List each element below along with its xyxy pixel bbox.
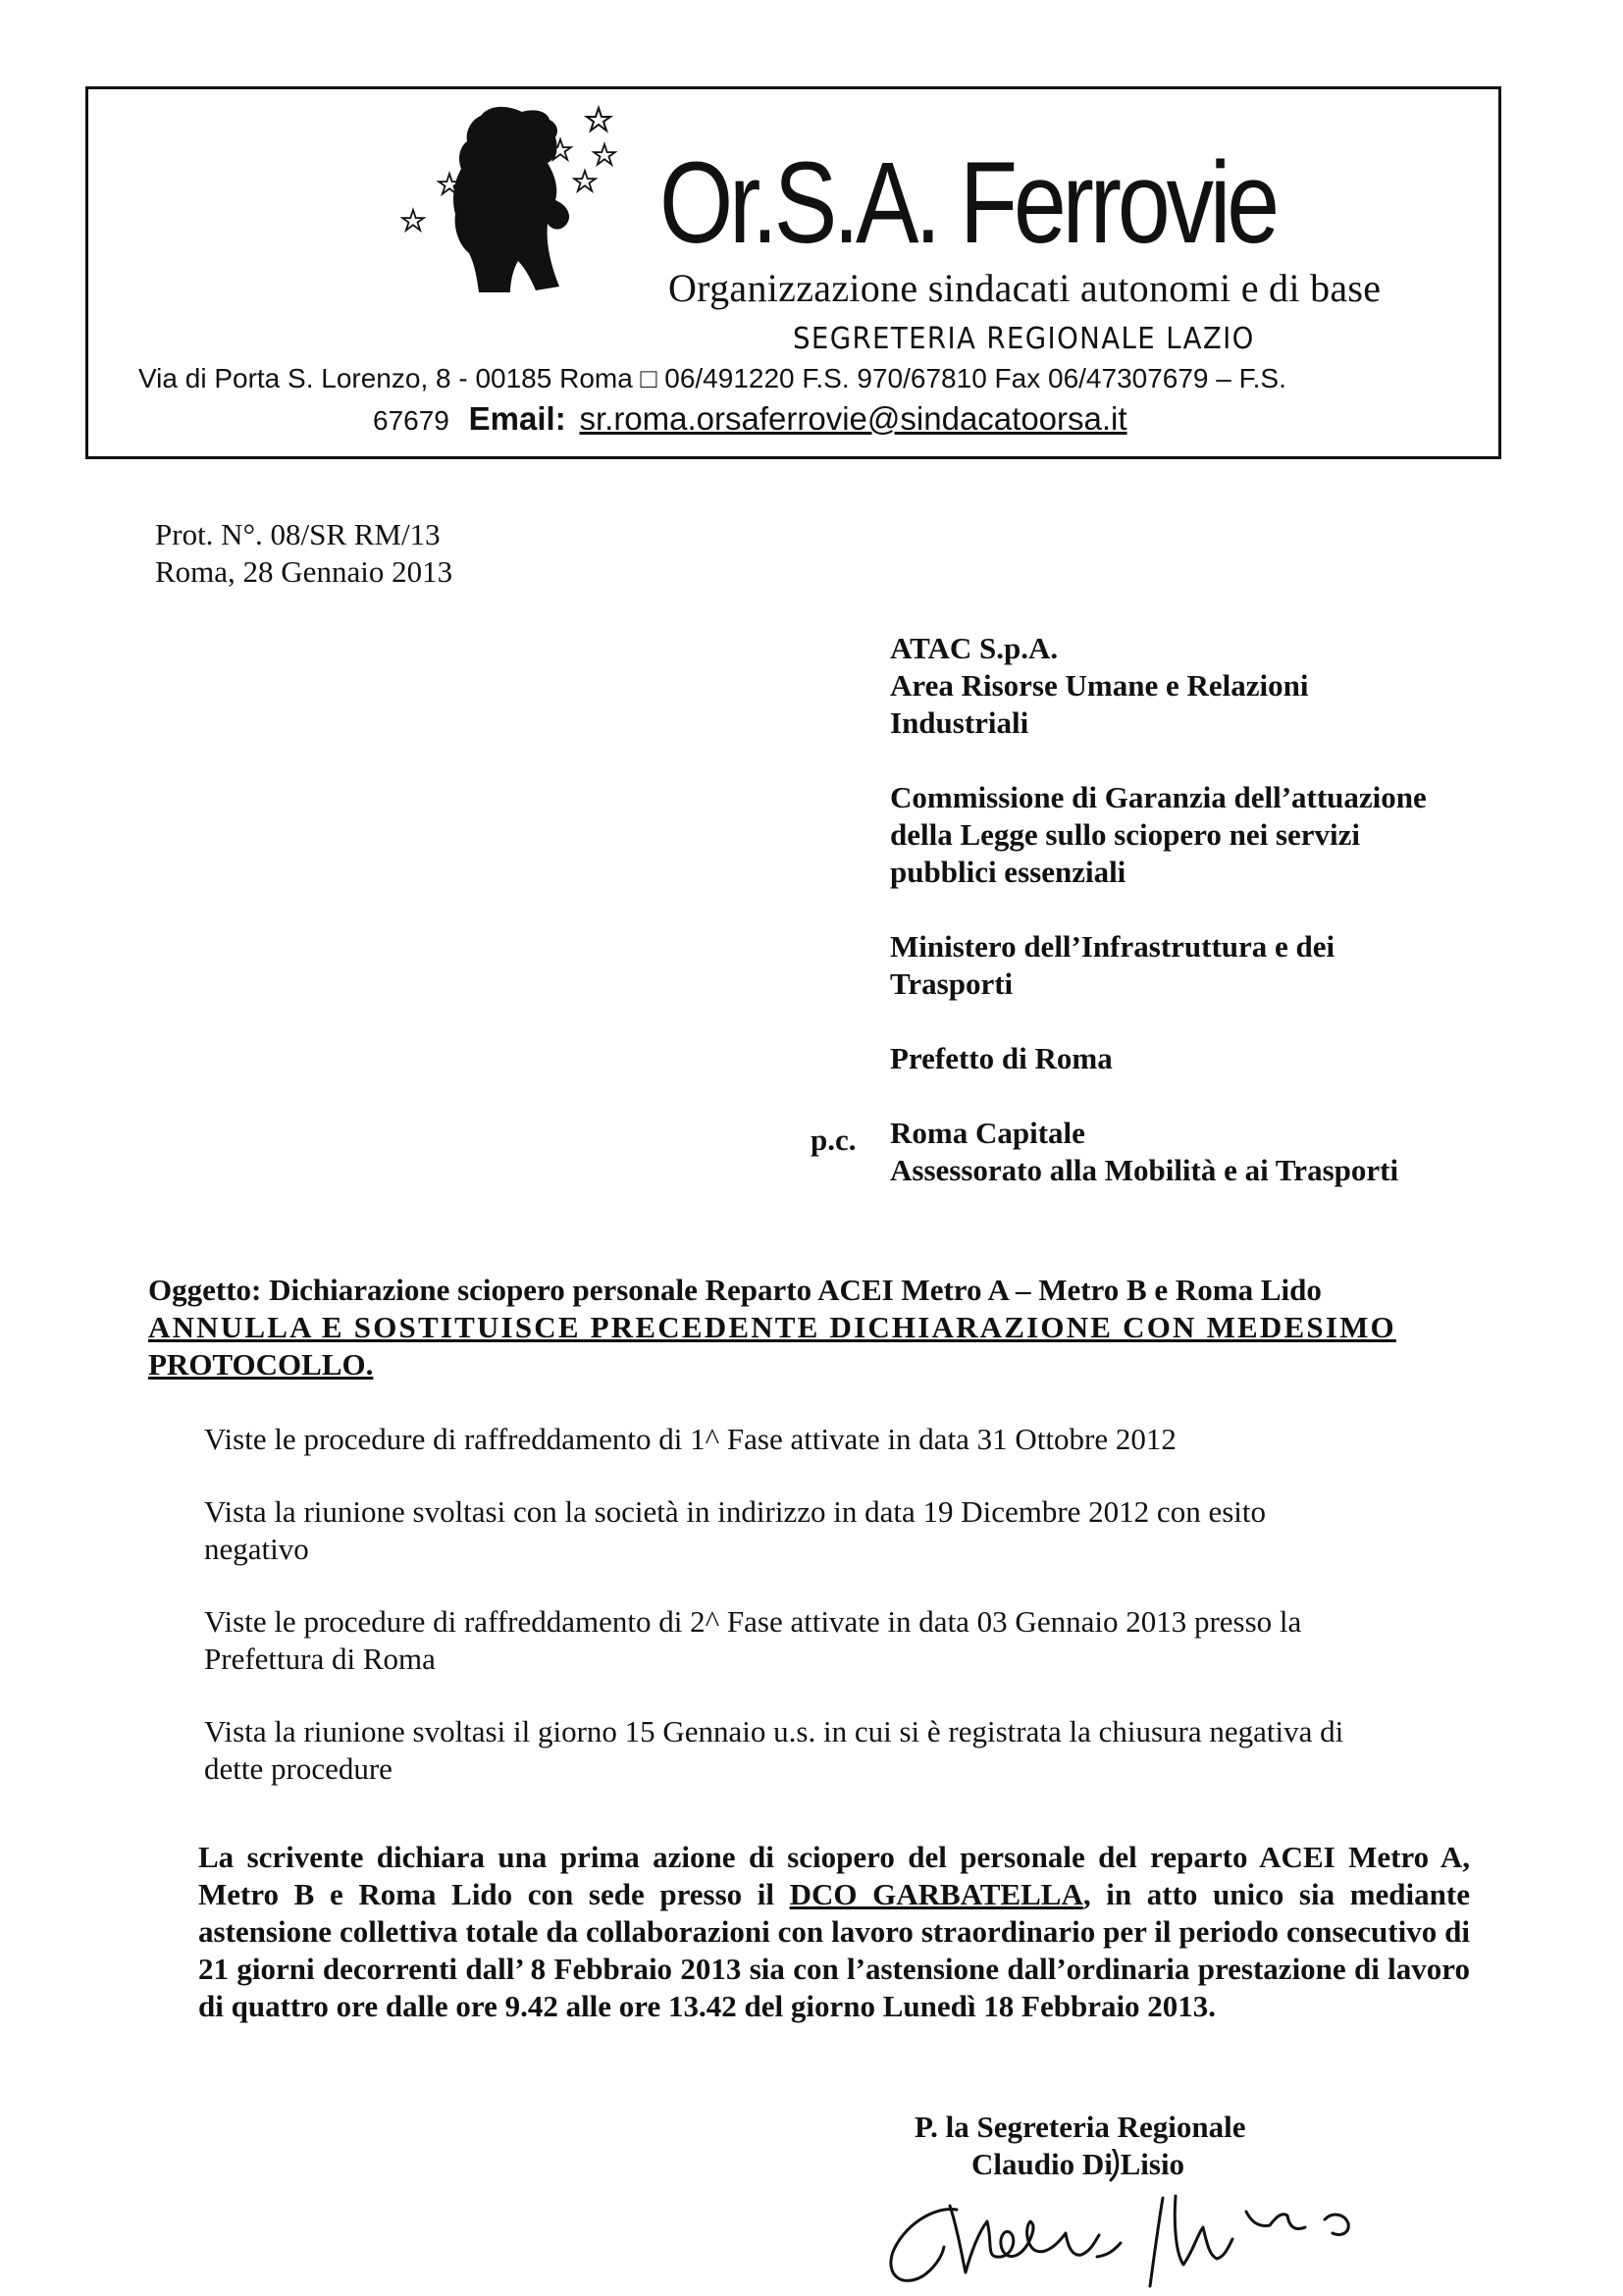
brand-name: Or.S.A. Ferrovie bbox=[659, 138, 1277, 268]
paragraph bbox=[204, 1603, 1470, 1678]
paragraph-line: Prefettura di Roma bbox=[204, 1642, 436, 1676]
recipient-line: Commissione di Garanzia dell’attuazione bbox=[890, 780, 1427, 814]
dco-garbatella: DCO GARBATELLA bbox=[789, 1877, 1083, 1911]
paragraph-line: negativo bbox=[204, 1532, 309, 1566]
recipient-line: della Legge sullo sciopero nei servizi bbox=[890, 817, 1361, 852]
bear-with-stars-logo-icon bbox=[363, 98, 657, 314]
recipients-list bbox=[890, 630, 1498, 1226]
recipient-line: ATAC S.p.A. bbox=[890, 631, 1059, 665]
organization-name: Organizzazione sindacati autonomi e di base bbox=[668, 266, 1382, 310]
star-icon bbox=[594, 144, 615, 165]
recipient-line: Ministero dell’Infrastruttura e dei bbox=[890, 929, 1335, 964]
recipient-line: Area Risorse Umane e Relazioni bbox=[890, 668, 1309, 703]
paragraph bbox=[204, 1713, 1470, 1788]
paragraph-line: Viste le procedure di raffreddamento di 1^ Fase attivate in data 31 Ottobre 2012 bbox=[204, 1422, 1177, 1456]
fs-number: 67679 bbox=[373, 405, 449, 436]
protocol-date: Roma, 28 Gennaio 2013 bbox=[155, 554, 453, 589]
cc-label: p.c. bbox=[811, 1122, 857, 1157]
paragraph bbox=[204, 1421, 1470, 1458]
protocol-number: Prot. N°. 08/SR RM/13 bbox=[155, 517, 441, 551]
letter-body bbox=[204, 1421, 1470, 1823]
cc-line: Assessorato alla Mobilità e ai Trasporti bbox=[890, 1153, 1399, 1187]
strike-declaration bbox=[198, 1839, 1470, 2025]
declaration-text: , in atto unico sia mediante astensione collettiva totale da collaborazioni con lavoro straordinario per il periodo consecutivo di 21 giorni decorrenti dall’ 8 Febbraio 2013 sia con l’astensione dall’ordinaria prestazione di lavoro di quattro ore dalle ore 9.42 alle ore 13.42 del giorno Lunedì 18 Febbraio 2013. bbox=[198, 1877, 1470, 2023]
star-icon bbox=[574, 171, 596, 191]
recipient-cc bbox=[890, 1115, 1498, 1189]
contact-line bbox=[373, 400, 1127, 438]
paragraph-line: Vista la riunione svoltasi con la società in indirizzo in data 19 Dicembre 2012 con esito bbox=[204, 1494, 1266, 1529]
cc-line: Roma Capitale bbox=[890, 1116, 1085, 1150]
email-link[interactable]: sr.roma.orsaferrovie@sindacatoorsa.it bbox=[579, 400, 1127, 437]
star-icon bbox=[402, 210, 424, 231]
bear-silhouette bbox=[453, 107, 569, 292]
star-icon bbox=[587, 108, 610, 130]
paragraph bbox=[204, 1493, 1470, 1568]
signature-name: Claudio Di Lisio bbox=[971, 2147, 1185, 2181]
subject-note: PROTOCOLLO. bbox=[148, 1347, 374, 1382]
segreteria-title: SEGRETERIA REGIONALE LAZIO bbox=[793, 322, 1255, 356]
paragraph-line: dette procedure bbox=[204, 1751, 393, 1786]
recipient-line: Trasporti bbox=[890, 966, 1014, 1001]
subject-note: ANNULLA E SOSTITUISCE PRECEDENTE DICHIARAZIONE CON MEDESIMO bbox=[148, 1310, 1396, 1344]
protocol-block bbox=[155, 516, 452, 591]
recipient-line: pubblici essenziali bbox=[890, 855, 1126, 889]
email-label: Email: bbox=[468, 400, 566, 437]
paragraph-line: Viste le procedure di raffreddamento di 2^ Fase attivate in data 03 Gennaio 2013 presso la bbox=[204, 1604, 1302, 1639]
recipient-commissione bbox=[890, 779, 1498, 891]
recipient-prefetto bbox=[890, 1040, 1498, 1077]
signature-role: P. la Segreteria Regionale bbox=[915, 2110, 1246, 2144]
paragraph-line: Vista la riunione svoltasi il giorno 15 Gennaio u.s. in cui si è registrata la chiusura negativa di bbox=[204, 1714, 1344, 1748]
handwritten-signature-icon bbox=[864, 2149, 1413, 2296]
subject-block bbox=[148, 1272, 1468, 1383]
recipient-line: Prefetto di Roma bbox=[890, 1041, 1113, 1075]
recipient-atac bbox=[890, 630, 1498, 742]
declaration-text: La scrivente dichiara una prima azione di sciopero del personale del reparto ACEI Metro A, Metro B e Roma Lido con sede presso il bbox=[198, 1840, 1470, 1911]
recipient-line: Industriali bbox=[890, 705, 1029, 740]
subject-line: Oggetto: Dichiarazione sciopero personale Reparto ACEI Metro A – Metro B e Roma Lido bbox=[148, 1273, 1322, 1307]
recipient-ministero bbox=[890, 928, 1498, 1003]
address-line: Via di Porta S. Lorenzo, 8 - 00185 Roma □ 06/491220 F.S. 970/67810 Fax 06/47307679 – F.S. bbox=[138, 363, 1286, 393]
